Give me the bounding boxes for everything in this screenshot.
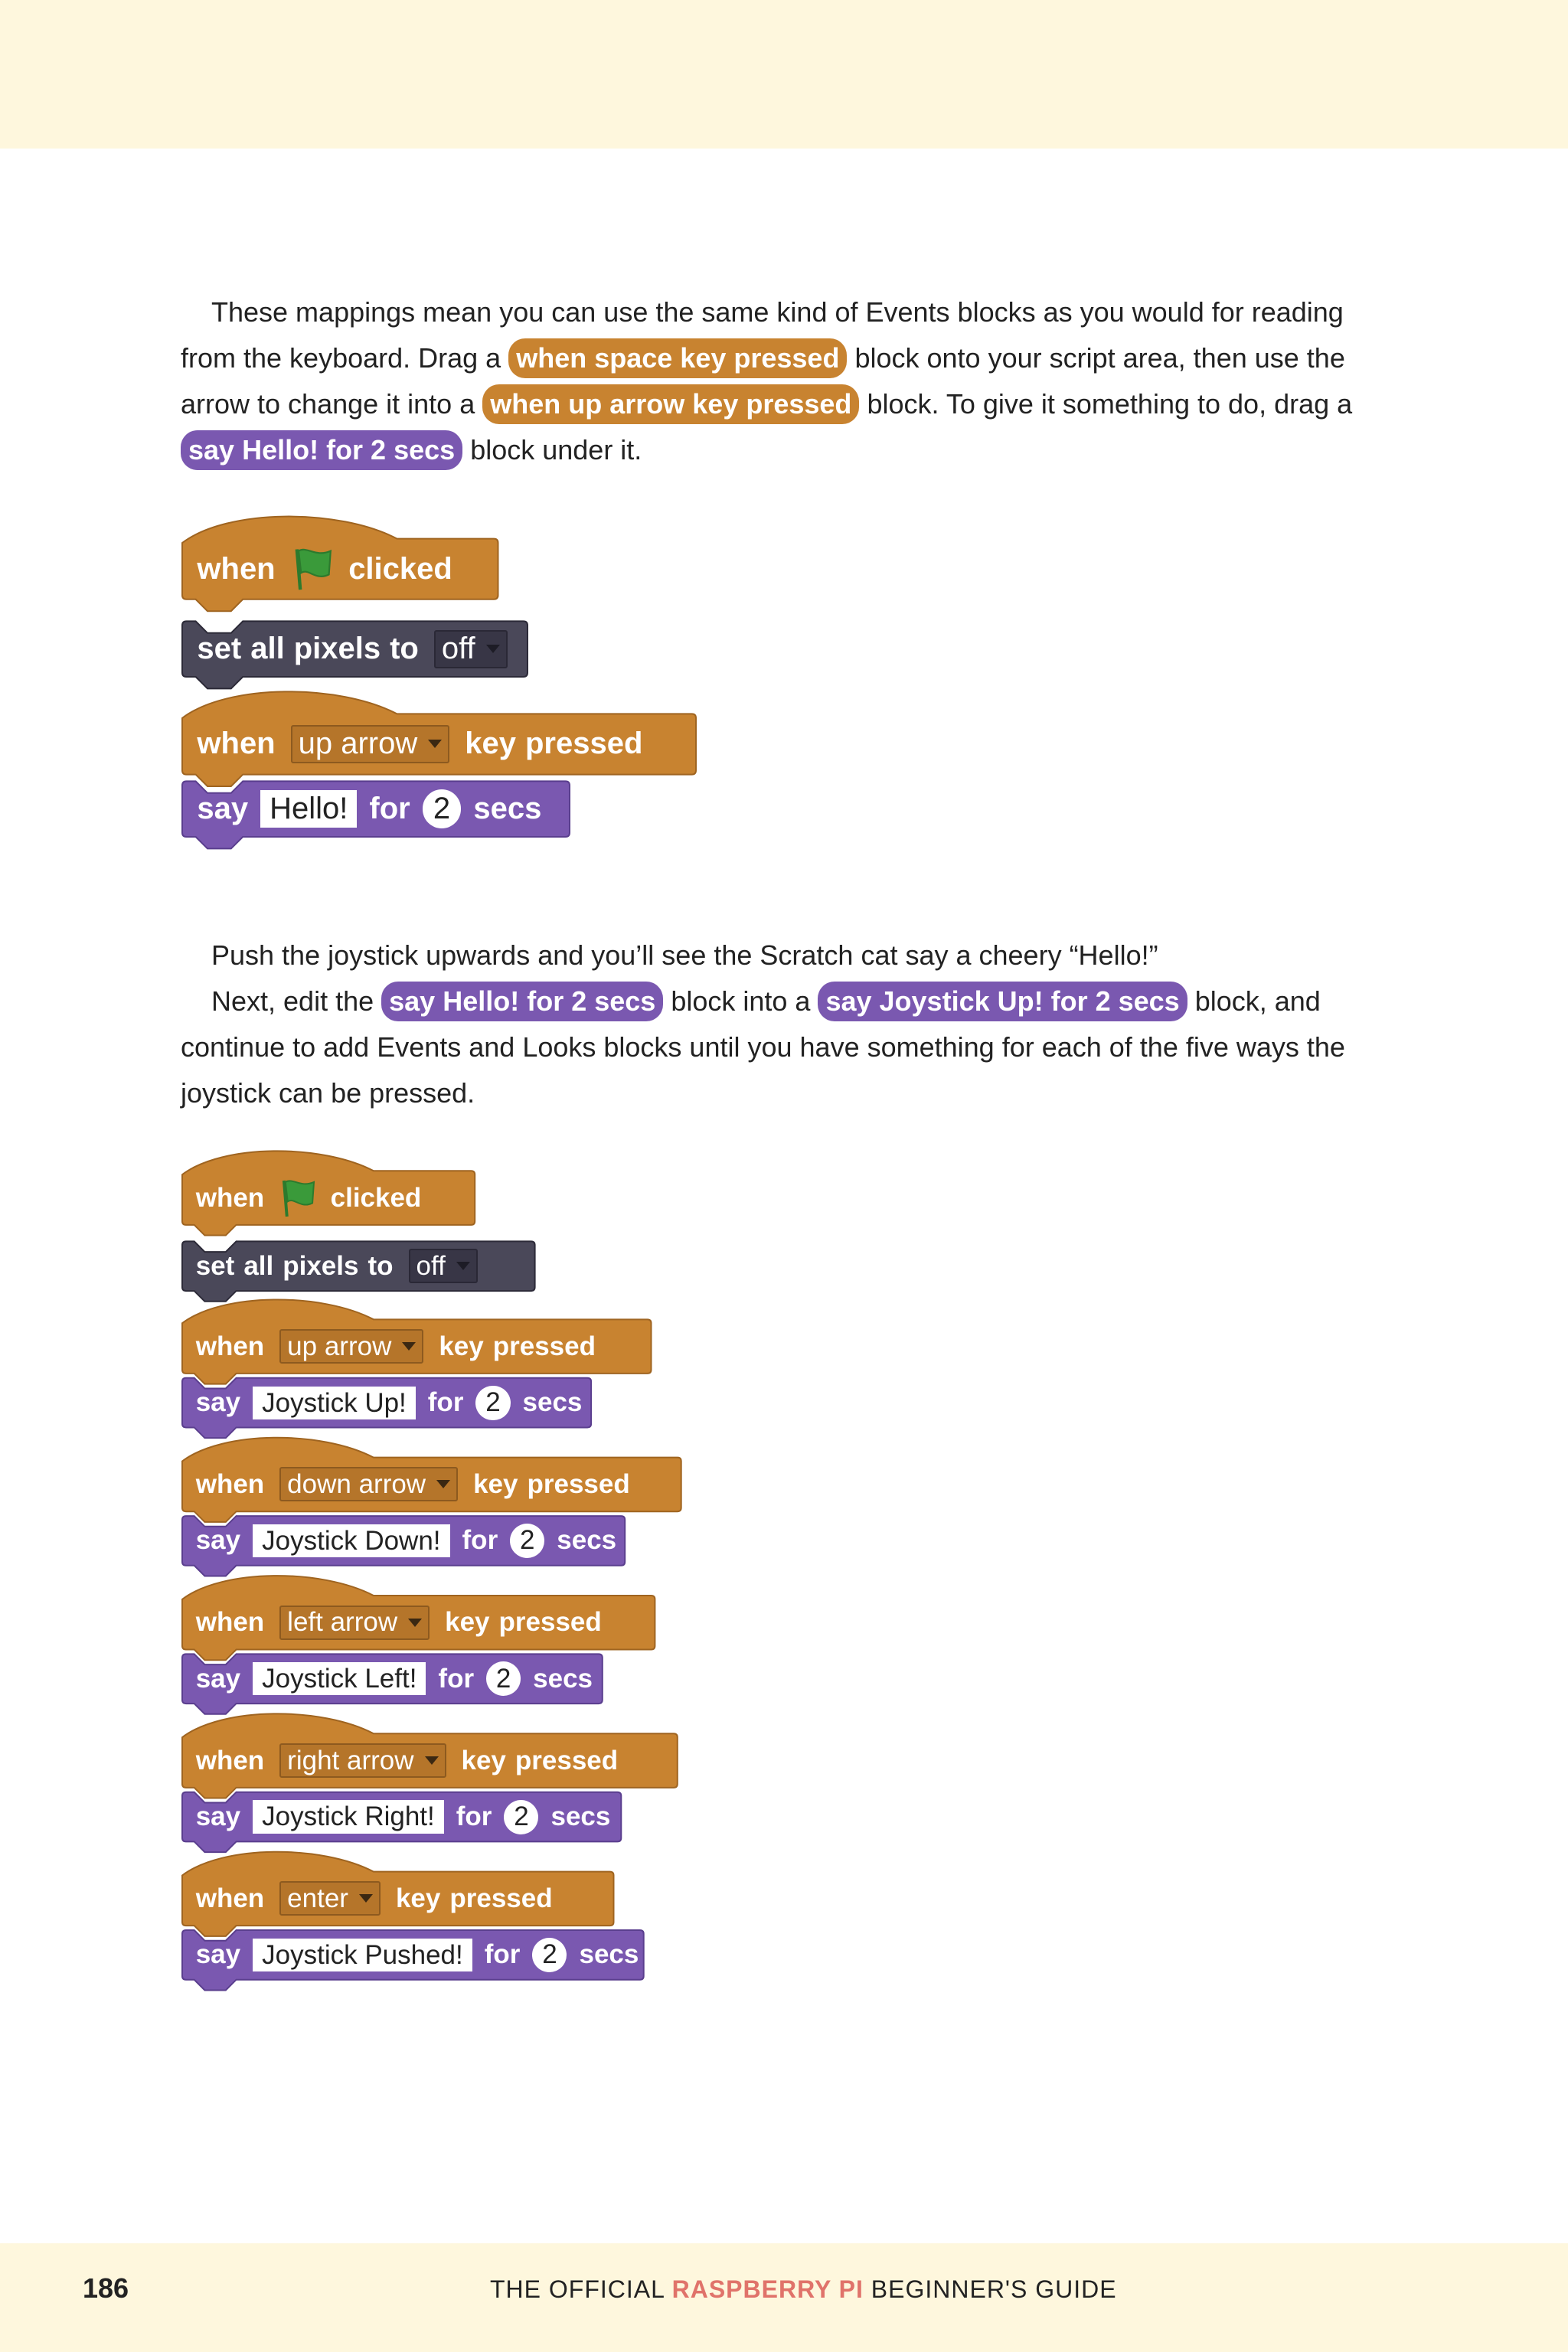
secs-input: 2 [532, 1938, 567, 1972]
paragraph-1-text-3: block. To give it something to do, drag a [867, 388, 1353, 420]
pixels-value-dropdown-value: off [416, 1250, 446, 1281]
paragraph-1-text-2: block onto your script area, then use the arrow to change it into a [181, 342, 1345, 420]
when-key-pressed-block [191, 1872, 557, 1926]
for-label: for [427, 1387, 464, 1418]
secs-label: secs [522, 1387, 583, 1418]
message-input: Joystick Pushed! [253, 1939, 472, 1971]
key-label: key [439, 1331, 484, 1361]
for-label: for [438, 1663, 475, 1694]
to-label: to [390, 632, 419, 666]
key-label: key [445, 1607, 490, 1638]
inline-block-say-joystick-up: say Joystick Up! for 2 secs [818, 982, 1187, 1021]
for-label: for [484, 1939, 521, 1970]
paragraph-1-text-4: block under it. [470, 434, 642, 466]
when-label: when [197, 551, 276, 586]
set-label: set [195, 1250, 235, 1281]
script-example-2 [181, 1141, 1099, 2182]
book-title-suffix: BEGINNER'S GUIDE [871, 2275, 1117, 2303]
secs-input: 2 [504, 1800, 538, 1834]
pixels-value-dropdown [434, 630, 508, 668]
for-label: for [462, 1525, 498, 1556]
paragraph-3-text-3: block, and continue to add Events and Looks blocks until you have something for each of the five ways the joystick can be pressed. [181, 985, 1345, 1109]
paragraph-2 [181, 933, 1375, 978]
key-label: key [465, 727, 516, 761]
for-label: for [369, 792, 410, 826]
pressed-label: pressed [514, 1745, 619, 1775]
secs-input: 2 [475, 1386, 510, 1420]
when-label: when [195, 1883, 265, 1913]
secs-label: secs [579, 1939, 639, 1970]
key-dropdown [291, 725, 450, 763]
secs-label: secs [533, 1663, 593, 1694]
header-band [0, 0, 1568, 149]
when-flag-clicked-block [191, 1171, 426, 1225]
inline-block-when-up-arrow-key-pressed: when up arrow key pressed [482, 384, 859, 424]
book-title [490, 2275, 1117, 2304]
when-flag-clicked-block [192, 539, 456, 599]
say-for-secs-block [191, 1930, 644, 1980]
key-dropdown [279, 1881, 381, 1916]
paragraph-2-text: Push the joystick upwards and you’ll see the Scratch cat say a cheery “Hello!” [211, 939, 1158, 971]
clicked-label: clicked [348, 551, 452, 586]
key-dropdown [279, 1606, 430, 1640]
inline-block-say-hello: say Hello! for 2 secs [181, 430, 462, 470]
pixels-label: pixels [293, 632, 381, 666]
pixels-value-dropdown-value: off [441, 632, 475, 666]
book-title-prefix: THE OFFICIAL [490, 2275, 665, 2303]
when-label: when [195, 1331, 265, 1361]
message-input: Joystick Right! [253, 1800, 444, 1833]
key-dropdown-value: right arrow [287, 1745, 414, 1775]
page-number: 186 [83, 2272, 129, 2304]
when-label: when [195, 1468, 265, 1499]
inline-block-say-hello: say Hello! for 2 secs [381, 982, 663, 1021]
chevron-down-icon [486, 645, 500, 653]
say-label: say [195, 1939, 241, 1970]
chevron-down-icon [359, 1894, 373, 1903]
pixels-label: pixels [283, 1250, 359, 1281]
when-label: when [195, 1182, 265, 1213]
say-label: say [195, 1802, 241, 1832]
key-dropdown-value: left arrow [287, 1607, 398, 1638]
all-label: all [250, 632, 285, 666]
when-key-pressed-block [191, 1733, 622, 1788]
key-dropdown-value: down arrow [287, 1468, 426, 1499]
secs-label: secs [473, 792, 542, 826]
pressed-label: pressed [449, 1883, 553, 1913]
paragraph-1-text-1: These mappings mean you can use the same kind of Events blocks as you would for reading from the keyboard. Drag a [181, 296, 1344, 374]
key-dropdown [279, 1743, 446, 1778]
set-all-pixels-block [192, 621, 518, 677]
chevron-down-icon [436, 1480, 450, 1488]
message-input: Joystick Left! [253, 1662, 426, 1695]
when-key-pressed-block [191, 1319, 600, 1374]
green-flag-icon [290, 546, 334, 591]
chevron-down-icon [425, 1756, 439, 1765]
when-key-pressed-block [191, 1458, 635, 1512]
inline-block-when-space-key-pressed: when space key pressed [508, 338, 847, 378]
say-for-secs-block [191, 1516, 621, 1566]
set-label: set [197, 632, 242, 666]
message-input: Hello! [260, 790, 357, 827]
message-input: Joystick Down! [253, 1524, 449, 1557]
key-dropdown-value: enter [287, 1883, 348, 1913]
book-title-accent: RASPBERRY PI [671, 2275, 864, 2303]
for-label: for [456, 1802, 492, 1832]
chevron-down-icon [456, 1262, 470, 1270]
to-label: to [368, 1250, 394, 1281]
clicked-label: clicked [330, 1182, 422, 1213]
pressed-label: pressed [498, 1607, 602, 1638]
pixels-value-dropdown [409, 1249, 478, 1283]
set-all-pixels-block [191, 1241, 488, 1291]
paragraph-3-text-2: block into a [671, 985, 811, 1017]
when-label: when [197, 727, 276, 761]
green-flag-icon [278, 1178, 317, 1218]
say-for-secs-block [191, 1792, 616, 1842]
chevron-down-icon [402, 1342, 416, 1351]
pressed-label: pressed [527, 1468, 630, 1499]
when-key-pressed-block [192, 714, 647, 774]
say-for-secs-block [192, 781, 546, 837]
when-label: when [195, 1607, 265, 1638]
key-dropdown [279, 1329, 423, 1364]
key-dropdown [279, 1467, 458, 1501]
when-key-pressed-block [191, 1596, 606, 1650]
key-dropdown-value: up arrow [287, 1331, 392, 1361]
secs-input: 2 [486, 1661, 521, 1696]
paragraph-3-text-1: Next, edit the [211, 985, 374, 1017]
pressed-label: pressed [525, 727, 643, 761]
paragraph-3 [181, 978, 1375, 1116]
when-label: when [195, 1745, 265, 1775]
say-label: say [195, 1525, 241, 1556]
message-input: Joystick Up! [253, 1387, 416, 1419]
say-for-secs-block [191, 1378, 587, 1428]
chevron-down-icon [428, 740, 442, 748]
script-example-1 [181, 505, 732, 888]
key-dropdown-value: up arrow [298, 727, 418, 761]
pressed-label: pressed [492, 1331, 596, 1361]
secs-label: secs [557, 1525, 617, 1556]
say-label: say [197, 792, 249, 826]
say-label: say [195, 1663, 241, 1694]
secs-input: 2 [423, 789, 462, 828]
secs-input: 2 [510, 1524, 544, 1558]
say-label: say [195, 1387, 241, 1418]
key-label: key [395, 1883, 441, 1913]
say-for-secs-block [191, 1654, 597, 1704]
all-label: all [243, 1250, 274, 1281]
key-label: key [473, 1468, 518, 1499]
key-label: key [461, 1745, 506, 1775]
paragraph-1 [181, 289, 1375, 473]
secs-label: secs [550, 1802, 611, 1832]
chevron-down-icon [408, 1619, 422, 1627]
